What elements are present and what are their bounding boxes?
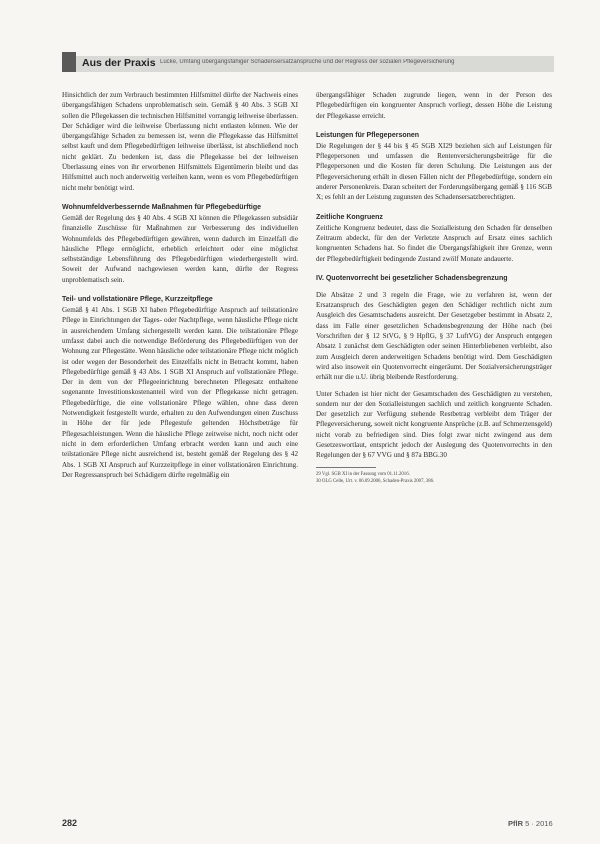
footnote: 30 OLG Celle, Urt. v. 06.09.2006, Schaden-Praxis 2007, 386. bbox=[316, 478, 435, 484]
paragraph: Die Absätze 2 und 3 regeln die Frage, wie zu verfahren ist, wenn der Ersatzanspruch des Geschädigten gegen den Schädiger rechtlich nicht zum Ausgleich des Gesamtschadens ausreicht. Der Gesetzgeber bestimmt in Absatz 2, dass im Falle einer gesetzlichen Schadensbegrenzung der Höhe nach (bei Vorschriften der § 12 StVG, § 9 HpflG, § 37 LuftVG) der Anspruch entgegen Absatz 1 zunächst dem Geschädigten oder seinen Hinterbliebenen verbleibt, also zum Ausgleich deren anderweitigen Schadens benötigt wird. Dem Geschädigten wird also insoweit ein Quotenvorrecht eingeräumt. Der Sozialversicherungsträger erhält nur die u.U. übrig bleibende Restforderung. bbox=[316, 290, 552, 382]
paragraph: Unter Schaden ist hier nicht der Gesamtschaden des Geschädigten zu verstehen, sondern nur der den Sozialleistungen sachlich und zeitlich kongruente Schaden. Der gesetzlich zur Verfügung stehende Restbetrag verbleibt dem Träger der Pflegeversicherung, soweit nicht kongruente Ansprüche (z.B. auf Schmerzensgeld) nicht vorab zu befriedigen sind. Dies folgt zwar nicht zwingend aus dem Gesetzeswortlaut, entspricht jedoch der Auslegung des Quotenvorrechts in den Regelungen der § 67 VVG und § 87a BBG.30 bbox=[316, 389, 552, 460]
paragraph: Hinsichtlich der zum Verbrauch bestimmten Hilfsmittel dürfte der Nachweis eines übergangsfähigen Schadens unproblematisch sein. Gemäß § 40 Abs. 3 SGB XI sollen die Pflegekassen die technischen Hilfsmittel vorrangig leihweise überlassen. Der Schädiger wird die leihweise Überlassung nicht entlasten können. Wie der übergangsfähige Schaden zu bemessen ist, wenn die Pflegekasse das Hilfsmittel selbst kauft und dem Pflegebedürftigen leihweise überlässt, ist abschließend noch nicht geklärt. Zu bedenken ist, dass die Pflegekasse bei der leihweisen Überlassung eines von ihr erworbenen Hilfsmittels Eigentümerin bleibt und das Hilfsmittel auch noch anderweitig verleihen kann, wenn es vom Pflegebedürftigen nicht mehr benötigt wird. bbox=[62, 91, 298, 192]
header-marker-block bbox=[62, 52, 76, 72]
paragraph: Gemäß § 41 Abs. 1 SGB XI haben Pflegebedürftige Anspruch auf teilstationäre Pflege in Einrichtungen der Tages- oder Nachtpflege, wenn häusliche Pflege nicht in ausreichendem Umfang sichergestellt werden kann. Die teilstationäre Pflege umfasst dabei auch die notwendige Beförderung des Pflegebedürftigen von der Wohnung zur Pflegestätte. Wenn häusliche oder teilstationäre Pflege nicht möglich ist oder wegen der Besonderheit des Einzelfalls nicht in Betracht kommt, haben Pflegebedürftige gemäß § 43 Abs. 1 SGB XI Anspruch auf vollstationäre Pflege. Der in dem von der Pflegeeinrichtung berechneten Pflegesatz enthaltene sogenannte Investitionskostenanteil wird von der Pflegekasse nicht getragen. Pflegebedürftige, die eine vollstationäre Pflege wählen, ohne dass deren Notwendigkeit festgestellt wurde, erhalten zu den Aufwendungen einen Zuschuss in Höhe der für jede Pflegestufe geltenden Höchstbeträge für Pflegesachleistungen. Wenn die häusliche Pflege zeitweise nicht, noch nicht oder nicht in dem erforderlichen Umfang erbracht werden kann und auch eine teilstationäre Pflege nicht ausreichend ist, besteht gemäß der Regelung des § 42 Abs. 1 SGB XI Anspruch auf Kurzzeitpflege in einer vollstationären Einrichtung. Der Regressanspruch bei Schädigern dürfte regelmäßig ein bbox=[62, 306, 298, 479]
subheading: Zeitliche Kongruenz bbox=[316, 213, 383, 221]
section-heading: IV. Quotenvorrecht bei gesetzlicher Schadensbegrenzung bbox=[316, 274, 508, 282]
section-title: Aus der Praxis bbox=[82, 57, 156, 69]
paragraph: übergangsfähiger Schaden zugrunde liegen, wenn in der Person des Pflegebedürftigen ein kongruenter Anspruch vorliegt, dessen Höhe die Leistung der Pflegekasse erreicht. bbox=[316, 91, 552, 120]
journal-issue: 5 · 2016 bbox=[525, 819, 553, 828]
footnote: 29 Vgl. SGB XI in der Fassung vom 01.11.2016. bbox=[316, 471, 410, 477]
subheading: Teil- und vollstationäre Pflege, Kurzzeitpflege bbox=[62, 296, 213, 304]
journal-brand: PflR bbox=[508, 819, 523, 828]
left-column bbox=[62, 90, 298, 480]
paragraph: Zeitliche Kongruenz bedeutet, dass die Sozialleistung den Schaden für denselben Zeitraum abdeckt, für den der Verletzte Anspruch auf Ersatz eines sachlich kongruenten Schadens hat. So findet die Übergangsfähigkeit ihre Grenze, wenn der Pflegebedürftigkeit bedingende Zustand zwölf Monate andauerte. bbox=[316, 223, 552, 263]
running-header-subtitle: Lücke, Umfang übergangsfähiger Schadensersatzansprüche und der Regress der sozialen Pflegeversicherung bbox=[160, 59, 455, 65]
page-number: 282 bbox=[62, 818, 78, 828]
subheading: Leistungen für Pflegepersonen bbox=[316, 131, 420, 139]
footnote-divider bbox=[316, 467, 376, 468]
journal-footer bbox=[508, 819, 553, 828]
subheading: Wohnumfeldverbessernde Maßnahmen für Pflegebedürftige bbox=[62, 203, 262, 211]
paragraph: Die Regelungen der § 44 bis § 45 SGB XI29 beziehen sich auf Leistungen für Pflegepersonen und umfassen die Rentenversicherungsbeiträge für die Pflegepersonen und die Kosten für deren Schulung. Die Leistungen aus der Pflegeversicherung erhält in diesen Fällen nicht der Pflegebedürftige, sondern ein anderer Personenkreis. Daran scheitert der Forderungsübergang gemäß § 116 SGB X; es fehlt an der Leistung zugunsten des Schadensersatzberechtigten. bbox=[316, 141, 552, 202]
paragraph: Gemäß der Regelung des § 40 Abs. 4 SGB XI können die Pflegekassen subsidiär finanzielle Zuschüsse für Maßnahmen zur Verbesserung des individuellen Wohnumfelds des Pflegebedürftigen gewähren, wenn dadurch im Einzelfall die häusliche Pflege ermöglicht, erheblich erleichtert oder eine möglichst selbstständige Lebensführung des Pflegebedürftigen wiederhergestellt wird. Soweit der Aufwand nachgewiesen werden kann, dürfte der Regress unproblematisch sein. bbox=[62, 213, 298, 284]
right-column bbox=[316, 90, 552, 485]
